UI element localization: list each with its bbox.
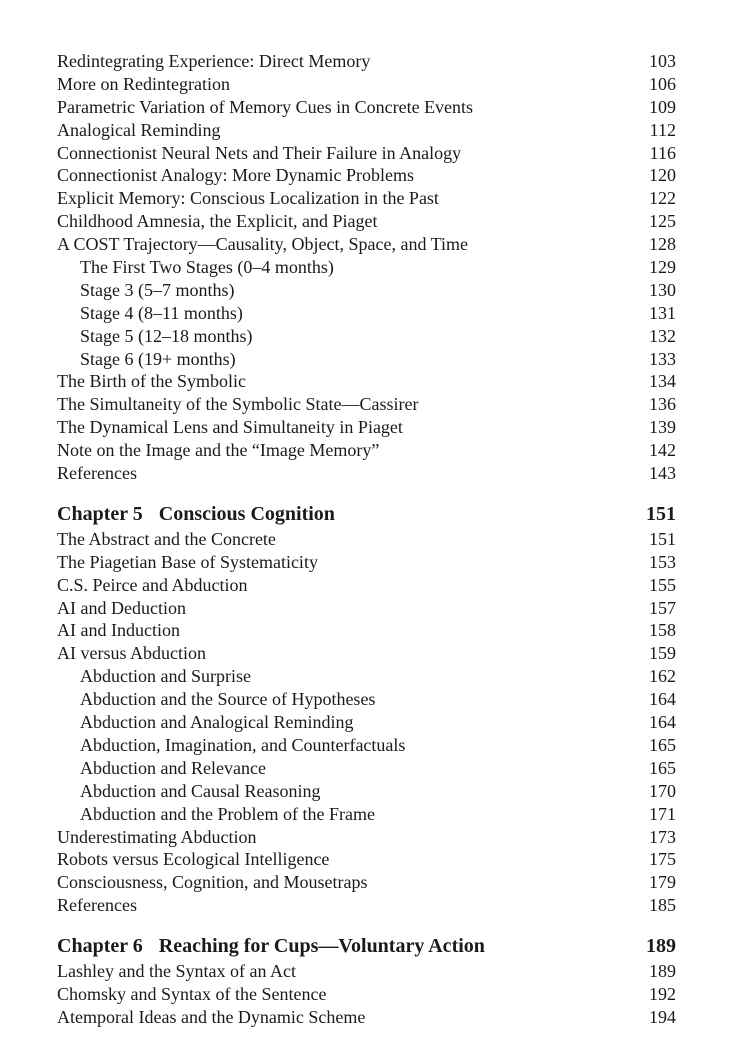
toc-entry[interactable]: [57, 325, 676, 348]
toc-entry-page-number: 194: [649, 1006, 676, 1027]
toc-entry-page-number: 165: [649, 757, 676, 778]
toc-entry[interactable]: [57, 370, 676, 393]
toc-entry-page-number: 179: [649, 872, 676, 893]
toc-entry-page-number: 164: [649, 712, 676, 733]
toc-entry[interactable]: [57, 393, 676, 416]
toc-entry-title: Abduction and the Source of Hypotheses: [80, 689, 376, 710]
toc-entry[interactable]: [57, 142, 676, 165]
chapter-title: Reaching for Cups—Voluntary Action: [158, 935, 485, 958]
toc-entry-page-number: 131: [649, 302, 676, 323]
toc-entry[interactable]: [57, 619, 676, 642]
toc-entry[interactable]: [57, 348, 676, 371]
toc-entry-title: Lashley and the Syntax of an Act: [57, 961, 296, 982]
toc-entry-page-number: 134: [649, 371, 676, 392]
toc-entry-page-number: 133: [649, 348, 676, 369]
toc-entry-title: Childhood Amnesia, the Explicit, and Piaget: [57, 211, 378, 232]
toc-entry[interactable]: [57, 734, 676, 757]
toc-entry[interactable]: [57, 73, 676, 96]
toc-entry-title: AI and Deduction: [57, 597, 186, 618]
toc-entry[interactable]: [57, 279, 676, 302]
toc-entry[interactable]: [57, 50, 676, 73]
toc-entry-title: Robots versus Ecological Intelligence: [57, 849, 330, 870]
toc-entry-page-number: 130: [649, 279, 676, 300]
toc-entry-title: Note on the Image and the “Image Memory”: [57, 440, 380, 461]
toc-entry[interactable]: [57, 462, 676, 485]
toc-entry-page-number: 164: [649, 689, 676, 710]
toc-entry[interactable]: [57, 688, 676, 711]
chapter-6-entries: [57, 960, 676, 1029]
toc-entry[interactable]: [57, 780, 676, 803]
toc-entry-title: AI versus Abduction: [57, 643, 206, 664]
chapter-title: Conscious Cognition: [158, 502, 335, 525]
chapter-page-number: 151: [646, 502, 676, 525]
toc-entry[interactable]: [57, 574, 676, 597]
toc-entry-title: The Abstract and the Concrete: [57, 528, 276, 549]
toc-entry-title: Stage 4 (8–11 months): [80, 302, 243, 323]
toc-entry-title: Analogical Reminding: [57, 119, 221, 140]
toc-entry-page-number: 175: [649, 849, 676, 870]
toc-entry-page-number: 192: [649, 983, 676, 1004]
toc-entry-page-number: 151: [649, 528, 676, 549]
toc-entry-title: The Birth of the Symbolic: [57, 371, 246, 392]
chapter-number: Chapter 6: [57, 935, 143, 958]
toc-entry[interactable]: [57, 96, 676, 119]
toc-entry[interactable]: [57, 1006, 676, 1029]
toc-entry[interactable]: [57, 210, 676, 233]
toc-entry-page-number: 103: [649, 51, 676, 71]
toc-entry[interactable]: [57, 960, 676, 983]
toc-entry-page-number: 116: [649, 142, 676, 163]
toc-entry-title: Abduction and Relevance: [80, 757, 266, 778]
toc-entry[interactable]: [57, 757, 676, 780]
toc-entry-page-number: 142: [649, 440, 676, 461]
toc-entry-page-number: 157: [649, 597, 676, 618]
toc-entry-page-number: 109: [649, 96, 676, 117]
toc-entry-title: Abduction, Imagination, and Counterfactuals: [80, 734, 406, 755]
toc-entry[interactable]: [57, 803, 676, 826]
toc-entry-page-number: 189: [649, 961, 676, 982]
toc-entry-title: References: [57, 895, 137, 916]
toc-entry[interactable]: [57, 848, 676, 871]
chapter-number: Chapter 5: [57, 502, 143, 525]
toc-entry-page-number: 185: [649, 895, 676, 916]
toc-entry-page-number: 158: [649, 620, 676, 641]
toc-entry-title: C.S. Peirce and Abduction: [57, 574, 248, 595]
toc-entry-page-number: 128: [649, 234, 676, 255]
toc-entry-title: Redintegrating Experience: Direct Memory: [57, 51, 371, 71]
toc-entry[interactable]: [57, 597, 676, 620]
toc-entry-title: Atemporal Ideas and the Dynamic Scheme: [57, 1006, 366, 1027]
toc-entry-page-number: 159: [649, 643, 676, 664]
toc-entry-page-number: 173: [649, 826, 676, 847]
toc-entry[interactable]: [57, 665, 676, 688]
chapter-page-number: 189: [646, 935, 676, 958]
toc-entry-page-number: 139: [649, 417, 676, 438]
toc-entry[interactable]: [57, 871, 676, 894]
toc-entry-page-number: 106: [649, 73, 676, 94]
toc-entry-title: Abduction and Analogical Reminding: [80, 712, 354, 733]
toc-entry-title: Chomsky and Syntax of the Sentence: [57, 983, 327, 1004]
toc-entry-title: Connectionist Neural Nets and Their Failure in Analogy: [57, 142, 462, 163]
toc-entry-title: Stage 6 (19+ months): [80, 348, 236, 369]
toc-entry-title: Abduction and the Problem of the Frame: [80, 803, 375, 824]
chapter-heading[interactable]: [57, 501, 676, 528]
toc-entry[interactable]: [57, 302, 676, 325]
toc-entry[interactable]: [57, 983, 676, 1006]
toc-entry[interactable]: [57, 119, 676, 142]
toc-entry-title: Stage 5 (12–18 months): [80, 325, 253, 346]
toc-entry-page-number: 136: [649, 394, 676, 415]
toc-entry-page-number: 155: [649, 574, 676, 595]
toc-entry[interactable]: [57, 416, 676, 439]
toc-entry-title: The Dynamical Lens and Simultaneity in Piaget: [57, 417, 403, 438]
toc-entry-page-number: 143: [649, 463, 676, 484]
toc-entry-page-number: 162: [649, 666, 676, 687]
toc-entry-title: More on Redintegration: [57, 73, 230, 94]
toc-entry[interactable]: [57, 711, 676, 734]
toc-entry-title: References: [57, 463, 137, 484]
table-of-contents: [57, 50, 676, 1029]
toc-entry-title: Stage 3 (5–7 months): [80, 279, 235, 300]
toc-entry-title: The Piagetian Base of Systematicity: [57, 551, 318, 572]
toc-entry-page-number: 120: [649, 165, 676, 186]
toc-entry[interactable]: [57, 528, 676, 551]
toc-entry-title: Parametric Variation of Memory Cues in Concrete Events: [57, 96, 474, 117]
toc-entry-page-number: 153: [649, 551, 676, 572]
toc-entry-page-number: 122: [649, 188, 676, 209]
toc-entry-title: AI and Induction: [57, 620, 180, 641]
toc-entry-title: The First Two Stages (0–4 months): [80, 257, 334, 278]
toc-entry[interactable]: [57, 439, 676, 462]
toc-entry-title: Consciousness, Cognition, and Mousetraps: [57, 872, 368, 893]
toc-entry-page-number: 125: [649, 211, 676, 232]
toc-entry[interactable]: [57, 826, 676, 849]
toc-entry[interactable]: [57, 894, 676, 917]
toc-entry[interactable]: [57, 256, 676, 279]
toc-entry[interactable]: [57, 551, 676, 574]
toc-section-continued: [57, 50, 676, 485]
toc-entry-page-number: 165: [649, 734, 676, 755]
toc-entry-title: Underestimating Abduction: [57, 826, 257, 847]
toc-entry-page-number: 132: [649, 325, 676, 346]
toc-entry[interactable]: [57, 642, 676, 665]
toc-entry-page-number: 129: [649, 257, 676, 278]
toc-entry[interactable]: [57, 187, 676, 210]
toc-entry[interactable]: [57, 164, 676, 187]
toc-entry-page-number: 171: [649, 803, 676, 824]
toc-entry-page-number: 112: [649, 119, 676, 140]
toc-entry-title: A COST Trajectory—Causality, Object, Space, and Time: [57, 234, 468, 255]
toc-entry-title: Abduction and Surprise: [80, 666, 251, 687]
toc-entry-title: The Simultaneity of the Symbolic State—Cassirer: [57, 394, 419, 415]
chapter-5-entries: [57, 528, 676, 917]
toc-entry-title: Abduction and Causal Reasoning: [80, 780, 321, 801]
toc-entry-title: Explicit Memory: Conscious Localization in the Past: [57, 188, 439, 209]
toc-entry[interactable]: [57, 233, 676, 256]
chapter-heading[interactable]: [57, 933, 676, 960]
toc-entry-title: Connectionist Analogy: More Dynamic Problems: [57, 165, 414, 186]
toc-entry-page-number: 170: [649, 780, 676, 801]
